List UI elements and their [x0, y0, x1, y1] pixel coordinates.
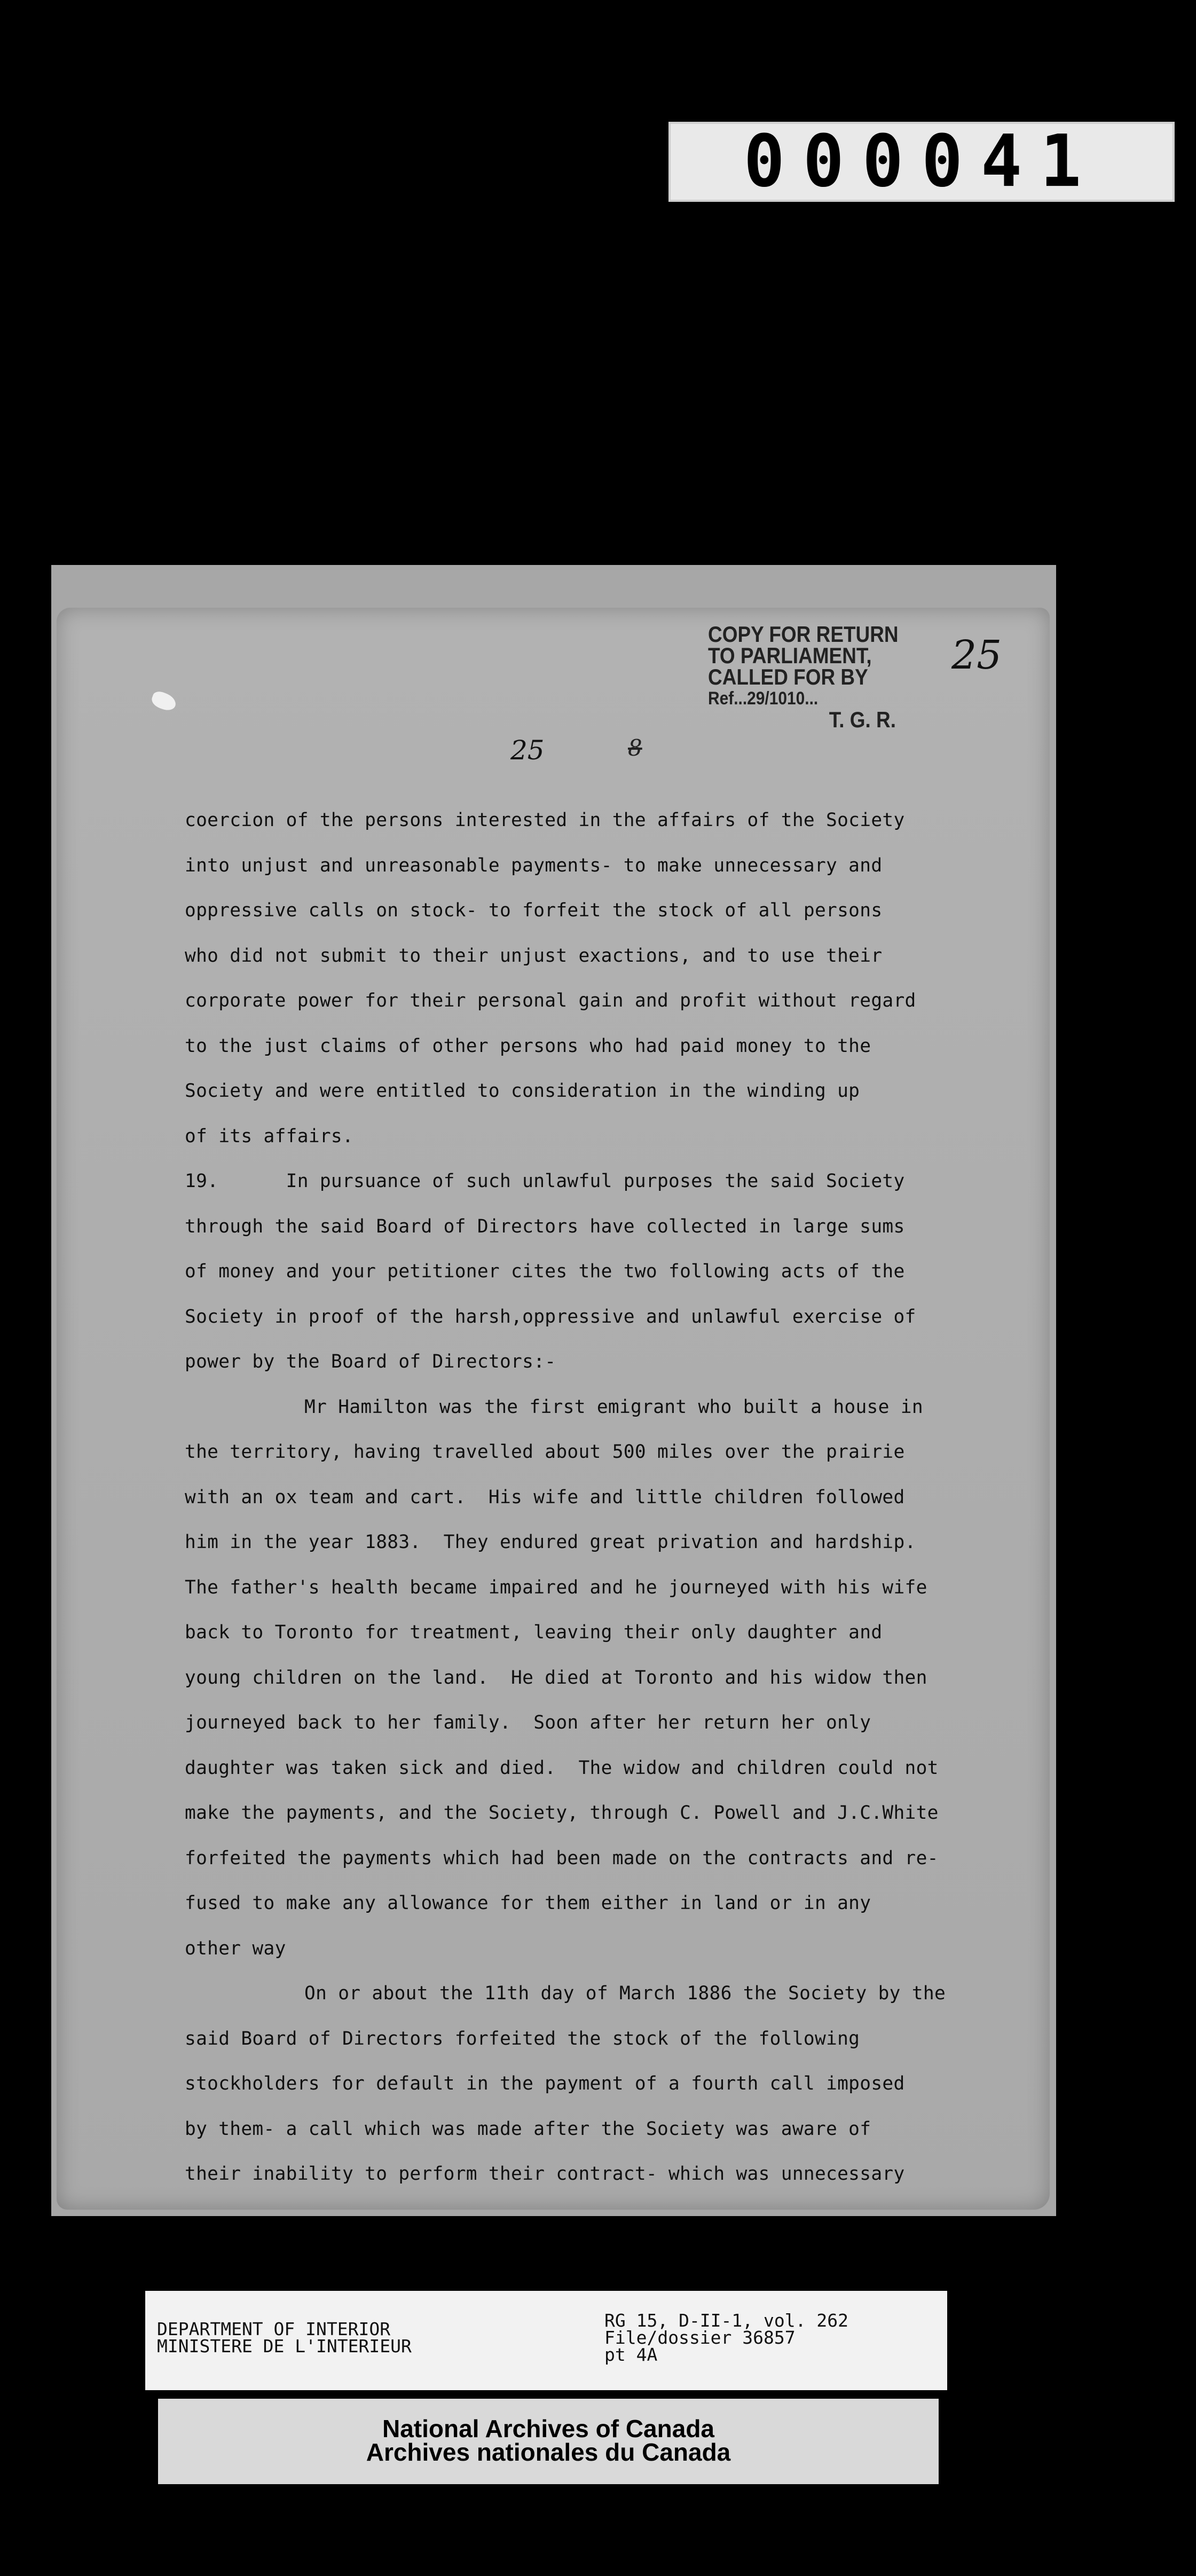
- text-line: coercion of the persons interested in the affairs of the Society: [185, 810, 905, 831]
- text-line: through the said Board of Directors have collected in large sums: [185, 1215, 905, 1237]
- text-line: into unjust and unreasonable payments- to make unnecessary and: [185, 854, 883, 876]
- parliament-stamp: [708, 624, 901, 731]
- text-line: of money and your petitioner cites the two following acts of the: [185, 1261, 905, 1282]
- department-french: MINISTERE DE L'INTERIEUR: [157, 2336, 412, 2357]
- stamp-ref: Ref...29/1010...: [708, 688, 819, 709]
- frame-counter: [668, 122, 1175, 202]
- archives-name-french: Archives nationales du Canada: [366, 2438, 731, 2466]
- text-line: daughter was taken sick and died. The widow and children could not: [185, 1757, 939, 1779]
- text-line: said Board of Directors forfeited the stock of the following: [185, 2028, 860, 2049]
- typed-text-body: [185, 798, 1028, 2197]
- frame-number: 000041: [743, 120, 1100, 203]
- part-number: pt 4A: [604, 2344, 658, 2365]
- punch-hole: [150, 689, 178, 713]
- archives-name-english: National Archives of Canada: [382, 2415, 714, 2443]
- text-line: Society in proof of the harsh,oppressive and unlawful exercise of: [185, 1306, 916, 1328]
- text-line: him in the year 1883. They endured great privation and hardship.: [185, 1532, 916, 1553]
- text-line: On or about the 11th day of March 1886 the Society by the: [304, 1983, 946, 2004]
- text-line: who did not submit to their unjust exactions, and to use their: [185, 945, 883, 967]
- text-line: corporate power for their personal gain and profit without regard: [185, 990, 916, 1011]
- stamp-line-2: TO PARLIAMENT,: [708, 643, 872, 668]
- reference-block: [604, 2312, 848, 2363]
- stamp-line-1: COPY FOR RETURN: [708, 622, 899, 647]
- text-line: the territory, having travelled about 500 miles over the prairie: [185, 1441, 905, 1463]
- archive-reference-label: [145, 2291, 947, 2390]
- text-line: oppressive calls on stock- to forfeit the stock of all persons: [185, 900, 883, 921]
- text-line: power by the Board of Directors:-: [185, 1351, 556, 1372]
- page-number: 25: [510, 735, 545, 766]
- text-line: by them- a call which was made after the Society was aware of: [185, 2118, 871, 2140]
- text-line: make the payments, and the Society, through C. Powell and J.C.White: [185, 1802, 939, 1824]
- file-dossier: File/dossier 36857: [604, 2327, 796, 2348]
- record-group: RG 15, D-II-1, vol. 262: [604, 2310, 848, 2331]
- handwritten-folio-number: 25: [951, 632, 1002, 678]
- text-line: 19. In pursuance of such unlawful purposes the said Society: [185, 1171, 905, 1192]
- text-line: with an ox team and cart. His wife and little children followed: [185, 1486, 905, 1508]
- text-line: fused to make any allowance for them either in land or in any: [185, 1892, 871, 1914]
- department-english: DEPARTMENT OF INTERIOR: [157, 2319, 391, 2339]
- text-line: stockholders for default in the payment of a fourth call imposed: [185, 2073, 905, 2094]
- text-line: Mr Hamilton was the first emigrant who built a house in: [304, 1396, 923, 1418]
- text-line: other way: [185, 1937, 286, 1959]
- stamp-line-3: CALLED FOR BY: [708, 664, 868, 689]
- text-line: Society and were entitled to consideration in the winding up: [185, 1080, 860, 1102]
- department-block: [157, 2321, 412, 2355]
- archives-banner: [158, 2399, 939, 2484]
- text-line: young children on the land. He died at Toronto and his widow then: [185, 1667, 927, 1688]
- text-line: journeyed back to her family. Soon after her return her only: [185, 1712, 871, 1733]
- text-line: their inability to perform their contract- which was unnecessary: [185, 2163, 905, 2185]
- text-line: of its affairs.: [185, 1125, 354, 1147]
- document-page: [51, 565, 1056, 2216]
- text-line: The father's health became impaired and he journeyed with his wife: [185, 1576, 927, 1598]
- text-line: to the just claims of other persons who had paid money to the: [185, 1035, 871, 1057]
- stamp-initials: T. G. R.: [829, 707, 896, 732]
- struck-page-number: 8: [628, 735, 642, 761]
- text-line: forfeited the payments which had been made on the contracts and re-: [185, 1847, 939, 1869]
- paper-sheet: [57, 608, 1050, 2210]
- text-line: back to Toronto for treatment, leaving their only daughter and: [185, 1622, 883, 1643]
